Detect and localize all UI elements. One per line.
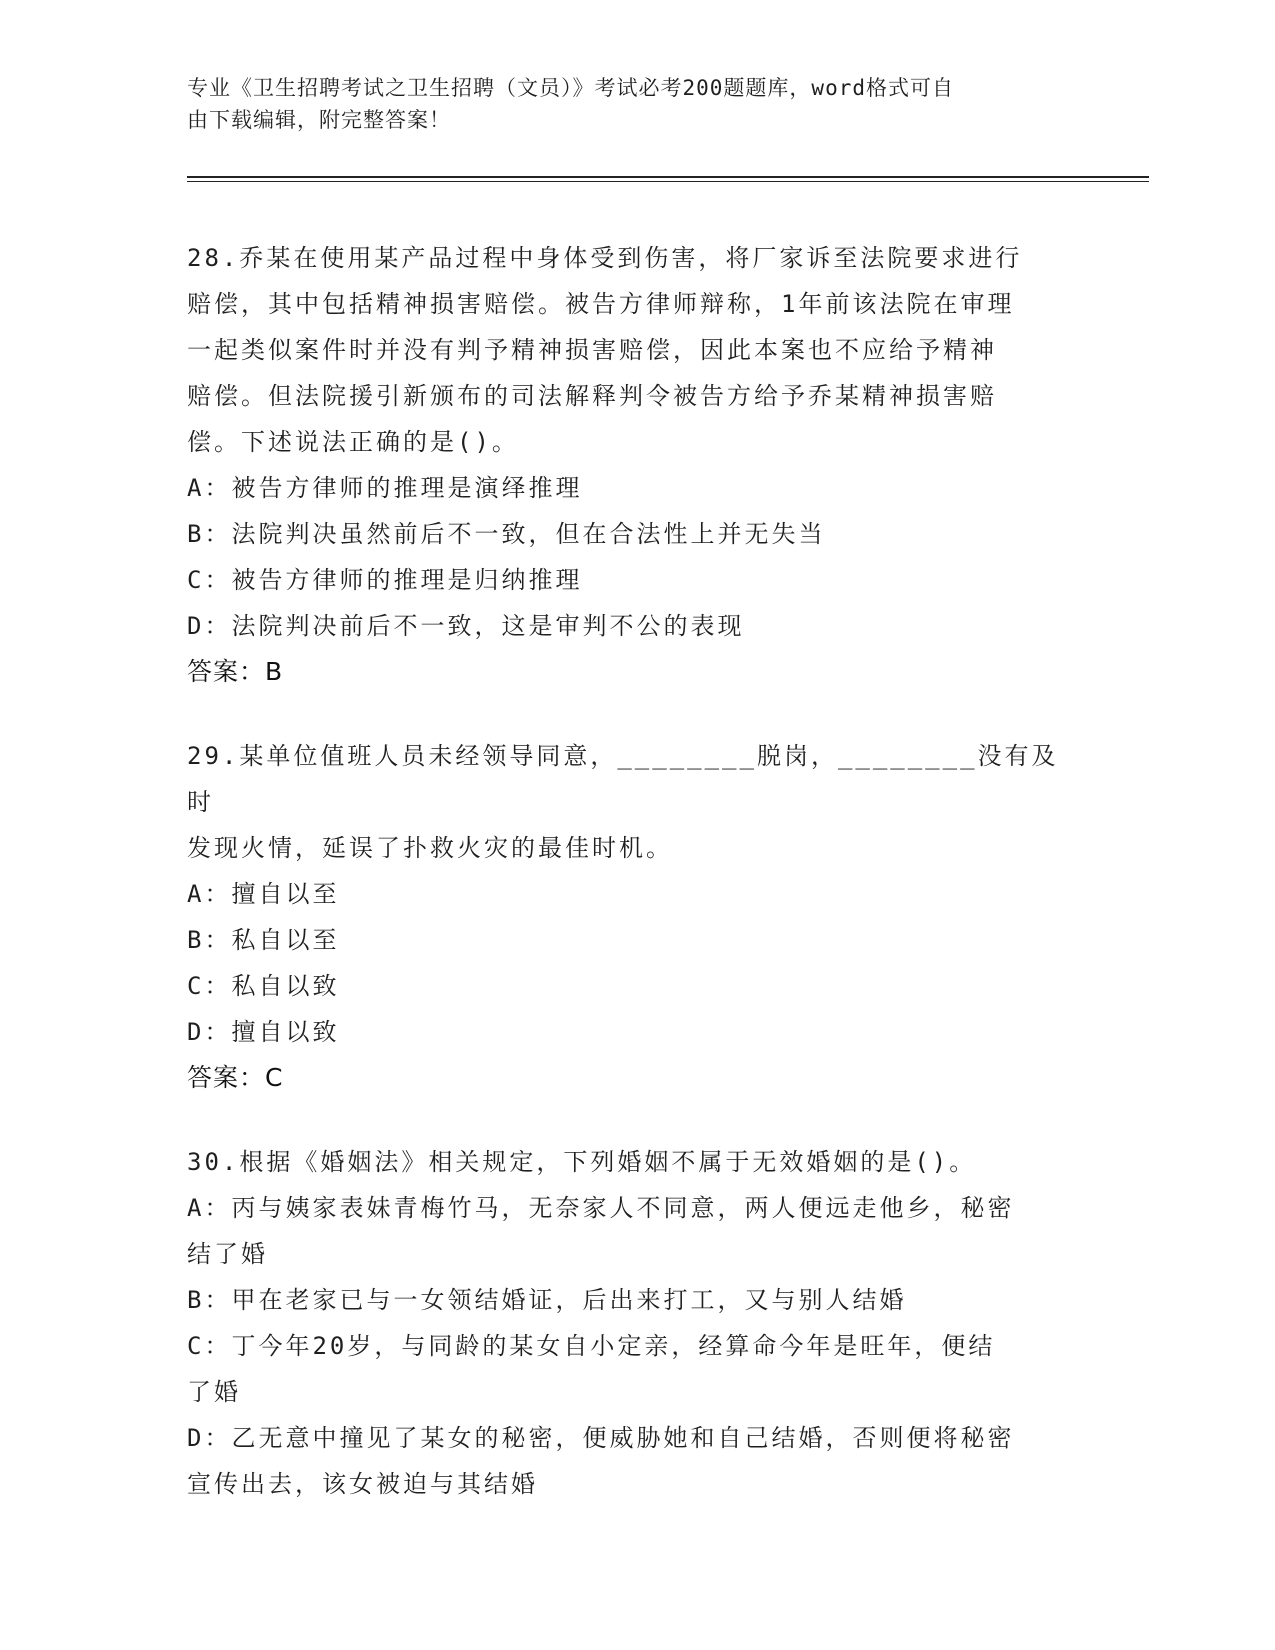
question-stem-line: 偿。下述说法正确的是()。 (187, 428, 519, 456)
answer-option-line: A：擅自以至 (187, 880, 340, 908)
header-line-1: 专业《卫生招聘考试之卫生招聘（文员）》考试必考200题题库，word格式可自 (187, 76, 954, 100)
question-block (187, 1139, 1077, 1507)
answer-option-line: A：丙与姨家表妹青梅竹马，无奈家人不同意，两人便远走他乡，秘密 (187, 1194, 1015, 1222)
header-divider (187, 176, 1149, 178)
question-stem-line: 赔偿，其中包括精神损害赔偿。被告方律师辩称，1年前该法院在审理 (187, 290, 1015, 318)
question-stem-line: 29.某单位值班人员未经领导同意，________脱岗，________没有及时 (187, 742, 1059, 816)
answer-option-line: D：擅自以致 (187, 1018, 340, 1046)
answer-option-line: B：私自以至 (187, 926, 340, 954)
answer-option-line: C：丁今年20岁，与同龄的某女自小定亲，经算命今年是旺年，便结 (187, 1332, 996, 1360)
question-stem-line: 28.乔某在使用某产品过程中身体受到伤害，将厂家诉至法院要求进行 (187, 244, 1023, 272)
answer-option-line: 结了婚 (187, 1240, 268, 1268)
answer-option-line: 宣传出去，该女被迫与其结婚 (187, 1470, 538, 1498)
document-header (187, 72, 1067, 136)
answer-option-line: C：被告方律师的推理是归纳推理 (187, 566, 583, 594)
answer-option-line: C：私自以致 (187, 972, 340, 1000)
answer-option-line: A：被告方律师的推理是演绎推理 (187, 474, 583, 502)
question-stem-line: 发现火情，延误了扑救火灾的最佳时机。 (187, 834, 673, 862)
question-list (187, 235, 1077, 1545)
question-stem-line: 赔偿。但法院援引新颁布的司法解释判令被告方给予乔某精神损害赔 (187, 382, 997, 410)
header-line-2: 由下载编辑，附完整答案！ (187, 108, 451, 132)
question-block (187, 235, 1077, 695)
answer-key: 答案：C (187, 1063, 284, 1092)
header-divider-thin (187, 181, 1149, 182)
answer-key: 答案：B (187, 657, 284, 686)
answer-option-line: D：法院判决前后不一致，这是审判不公的表现 (187, 612, 745, 640)
answer-option-line: B：甲在老家已与一女领结婚证，后出来打工，又与别人结婚 (187, 1286, 907, 1314)
question-stem-line: 一起类似案件时并没有判予精神损害赔偿，因此本案也不应给予精神 (187, 336, 997, 364)
question-block (187, 733, 1077, 1101)
question-stem-line: 30.根据《婚姻法》相关规定，下列婚姻不属于无效婚姻的是()。 (187, 1148, 977, 1176)
answer-option-line: 了婚 (187, 1378, 241, 1406)
answer-option-line: B：法院判决虽然前后不一致，但在合法性上并无失当 (187, 520, 826, 548)
answer-option-line: D：乙无意中撞见了某女的秘密，便威胁她和自己结婚，否则便将秘密 (187, 1424, 1015, 1452)
